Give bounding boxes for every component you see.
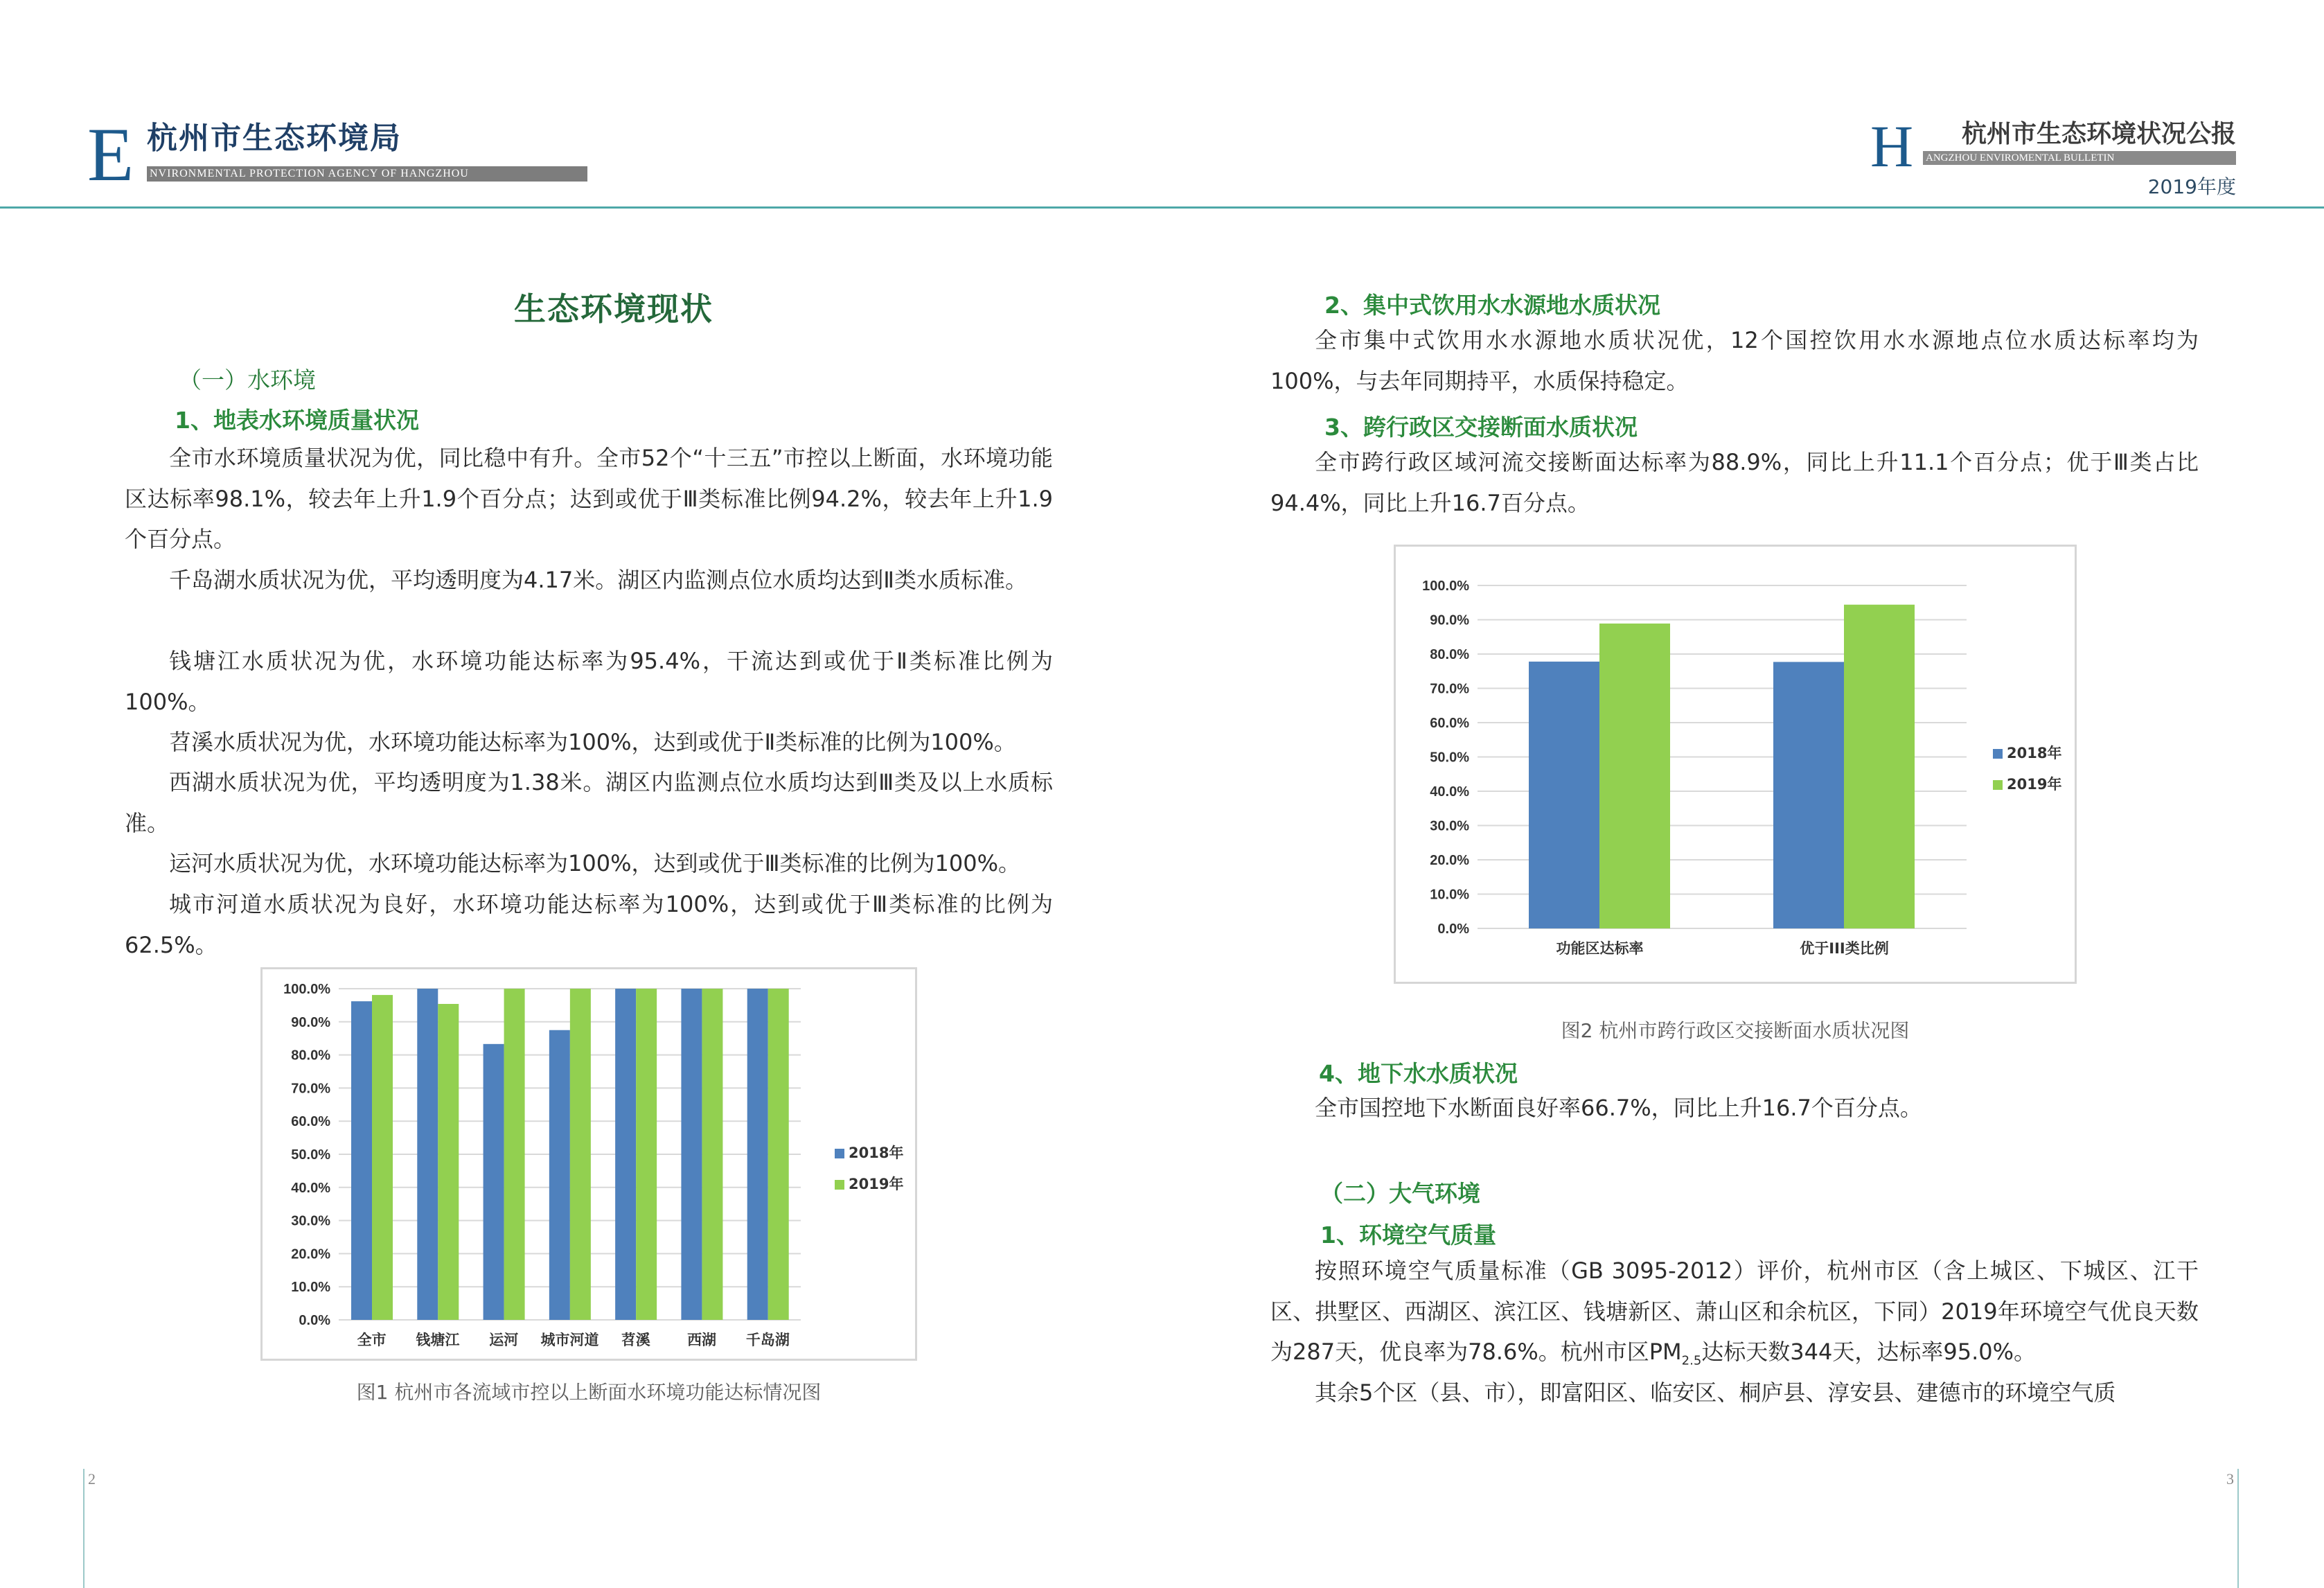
chart-1-y-tick-label: 40.0% (291, 1180, 330, 1196)
chart-2-bar-2019年-功能区达标率 (1599, 624, 1670, 928)
page-number-left: 2 (88, 1470, 96, 1488)
paragraph-west-lake: 西湖水质状况为优，平均透明度为1.38米。湖区内监测点位水质均达到Ⅲ类及以上水质标准。 (125, 769, 1053, 836)
header-year: 2019年度 (2147, 175, 2236, 198)
paragraph-overall: 全市水环境质量状况为优，同比稳中有升。全市52个“十三五”市控以上断面，水环境功能区达标率98.1%，较去年上升1.9个百分点；达到或优于Ⅲ类标准比例94.2%，较去年上升1.9个百分点。 (125, 445, 1053, 552)
subsection-heading-cross-boundary: 3、跨行政区交接断面水质状况 (1324, 414, 1638, 441)
pm25-subscript: 2.5 (1681, 1353, 1702, 1368)
chart-2-y-tick-label: 60.0% (1430, 716, 1469, 731)
chart-2-legend-label: 2019年 (2007, 776, 2062, 793)
chart-1-bar-2018年-钱塘江 (417, 989, 438, 1320)
chart-1-y-tick-label: 90.0% (291, 1014, 330, 1030)
chart-2-legend-swatch (1993, 780, 2003, 790)
chart-1-y-tick-label: 30.0% (291, 1213, 330, 1229)
header-logo-letter-left: E (87, 112, 134, 197)
chart-1-legend-swatch (835, 1149, 844, 1158)
chart-1-bar-2018年-全市 (351, 1001, 372, 1320)
chart-1-category-label: 西湖 (687, 1332, 717, 1348)
chart-1-bar-2019年-城市河道 (570, 989, 591, 1320)
chart-1-bar-2018年-城市河道 (549, 1030, 570, 1320)
chart-2-legend-label: 2018年 (2007, 745, 2062, 761)
left-margin-rule (83, 1469, 85, 1588)
chart-2-y-tick-label: 10.0% (1430, 887, 1469, 903)
paragraph-cross-boundary: 全市跨行政区域河流交接断面达标率为88.9%，同比上升11.1个百分点；优于Ⅲ类占比94.4%，同比上升16.7百分点。 (1270, 449, 2199, 516)
chart-2 (1396, 547, 2075, 982)
subsection-heading-groundwater: 4、地下水水质状况 (1319, 1060, 1518, 1087)
right-margin-rule (2237, 1469, 2239, 1588)
chart-1-legend-label: 2019年 (849, 1176, 904, 1192)
chart-1-y-tick-label: 70.0% (291, 1081, 330, 1097)
header-logo-letter-right: H (1870, 113, 1914, 179)
subsection-heading-surface-water: 1、地表水环境质量状况 (175, 407, 419, 434)
chart-1-bar-2018年-苕溪 (615, 989, 636, 1320)
chart-1-bar-2019年-全市 (372, 995, 393, 1320)
chart-1-y-tick-label: 60.0% (291, 1114, 330, 1130)
chart-2-container (1394, 545, 2077, 984)
chart-2-y-tick-label: 0.0% (1437, 921, 1469, 937)
chart-1-bar-2019年-苕溪 (636, 989, 657, 1320)
page-number-right: 3 (2226, 1470, 2234, 1488)
chart-1-y-tick-label: 80.0% (291, 1048, 330, 1064)
chart-1-bar-2018年-运河 (484, 1044, 504, 1320)
section-heading-air: （二）大气环境 (1320, 1180, 1480, 1207)
chart-1-container (260, 967, 917, 1361)
chart-1-category-label: 千岛湖 (745, 1332, 790, 1348)
section-heading-water: （一）水环境 (179, 367, 316, 394)
paragraph-air-quality (1270, 1251, 2199, 1382)
chart-1-bar-2018年-千岛湖 (747, 989, 768, 1320)
chart-2-y-tick-label: 50.0% (1430, 750, 1469, 766)
header-bulletin-subtitle: ANGZHOU ENVIROMENTAL BULLETIN (1923, 151, 2236, 165)
subsection-heading-air-quality: 1、环境空气质量 (1320, 1221, 1496, 1249)
header-agency-subtitle: NVIRONMENTAL PROTECTION AGENCY OF HANGZHOU (147, 166, 587, 182)
paragraph-tiaoxi: 苕溪水质状况为优，水环境功能达标率为100%，达到或优于Ⅱ类标准的比例为100%。 (169, 729, 1016, 755)
chart-1-y-tick-label: 20.0% (291, 1246, 330, 1262)
paragraph-air-quality-text-a: 按照环境空气质量标准（GB 3095-2012）评价，杭州市区（含上城区、下城区、江干区、拱墅区、西湖区、滨江区、钱塘新区、萧山区和余杭区，下同）2019年环境空气优良天数为287天，优良率为78.6%。杭州市区PM (1270, 1258, 2199, 1365)
chart-2-y-tick-label: 30.0% (1430, 818, 1469, 834)
chart-1-bar-2019年-西湖 (702, 989, 722, 1320)
chart-2-y-tick-label: 80.0% (1430, 647, 1469, 662)
chart-2-bar-2018年-功能区达标率 (1529, 662, 1599, 928)
chart-1-category-label: 苕溪 (621, 1332, 650, 1348)
chart-1-category-label: 全市 (357, 1332, 387, 1348)
chart-2-bar-2019年-优于III类比例 (1844, 605, 1915, 928)
figure-1-caption: 图1 杭州市各流域市控以上断面水环境功能达标情况图 (356, 1381, 822, 1404)
chart-2-category-label: 优于III类比例 (1800, 940, 1889, 957)
chart-1-bar-2019年-钱塘江 (438, 1004, 459, 1320)
paragraph-drinking-water: 全市集中式饮用水水源地水质状况优，12个国控饮用水水源地点位水质达标率均为100%，与去年同期持平，水质保持稳定。 (1270, 327, 2199, 394)
header-bulletin-title: 杭州市生态环境状况公报 (1961, 119, 2236, 148)
chart-1-bar-2018年-西湖 (681, 989, 702, 1320)
paragraph-groundwater: 全市国控地下水断面良好率66.7%，同比上升16.7个百分点。 (1315, 1095, 1922, 1121)
chart-1-category-label: 运河 (489, 1332, 519, 1348)
chart-1-category-label: 钱塘江 (416, 1332, 460, 1348)
chart-2-legend-swatch (1993, 749, 2003, 759)
chart-2-category-label: 功能区达标率 (1556, 940, 1644, 957)
chart-1-y-tick-label: 0.0% (299, 1313, 330, 1328)
subsection-heading-drinking-water: 2、集中式饮用水水源地水质状况 (1324, 292, 1660, 319)
page-title: 生态环境现状 (514, 290, 713, 328)
paragraph-other-districts: 其余5个区（县、市），即富阳区、临安区、桐庐县、淳安县、建德市的环境空气质 (1315, 1379, 2116, 1406)
figure-2-caption: 图2 杭州市跨行政区交接断面水质状况图 (1561, 1019, 1910, 1042)
chart-1-legend-swatch (835, 1180, 844, 1190)
header-agency-title: 杭州市生态环境局 (147, 121, 402, 156)
paragraph-city-rivers: 城市河道水质状况为良好，水环境功能达标率为100%，达到或优于Ⅲ类标准的比例为62.5%。 (125, 891, 1053, 958)
chart-2-y-tick-label: 40.0% (1430, 784, 1469, 800)
chart-2-y-tick-label: 20.0% (1430, 853, 1469, 868)
chart-1-category-label: 城市河道 (540, 1332, 599, 1348)
chart-1-legend-label: 2018年 (849, 1145, 904, 1161)
chart-1-y-tick-label: 10.0% (291, 1280, 330, 1296)
chart-1-y-tick-label: 100.0% (283, 982, 330, 997)
chart-1-y-tick-label: 50.0% (291, 1147, 330, 1163)
chart-1 (263, 969, 915, 1359)
chart-2-y-tick-label: 90.0% (1430, 612, 1469, 628)
chart-2-y-tick-label: 70.0% (1430, 681, 1469, 697)
chart-1-bar-2019年-运河 (504, 989, 525, 1320)
paragraph-canal: 运河水质状况为优，水环境功能达标率为100%，达到或优于Ⅲ类标准的比例为100%。 (169, 850, 1021, 876)
chart-2-y-tick-label: 100.0% (1422, 579, 1469, 594)
chart-2-bar-2018年-优于III类比例 (1773, 662, 1844, 928)
chart-1-bar-2019年-千岛湖 (768, 989, 789, 1320)
header-divider (0, 206, 2324, 209)
paragraph-air-quality-text-b: 达标天数344天，达标率95.0%。 (1701, 1339, 2037, 1365)
paragraph-qiantang-river: 钱塘江水质状况为优，水环境功能达标率为95.4%，干流达到或优于Ⅱ类标准比例为100%。 (125, 648, 1053, 715)
paragraph-qiandao-lake: 千岛湖水质状况为优，平均透明度为4.17米。湖区内监测点位水质均达到Ⅱ类水质标准。 (169, 567, 1028, 593)
